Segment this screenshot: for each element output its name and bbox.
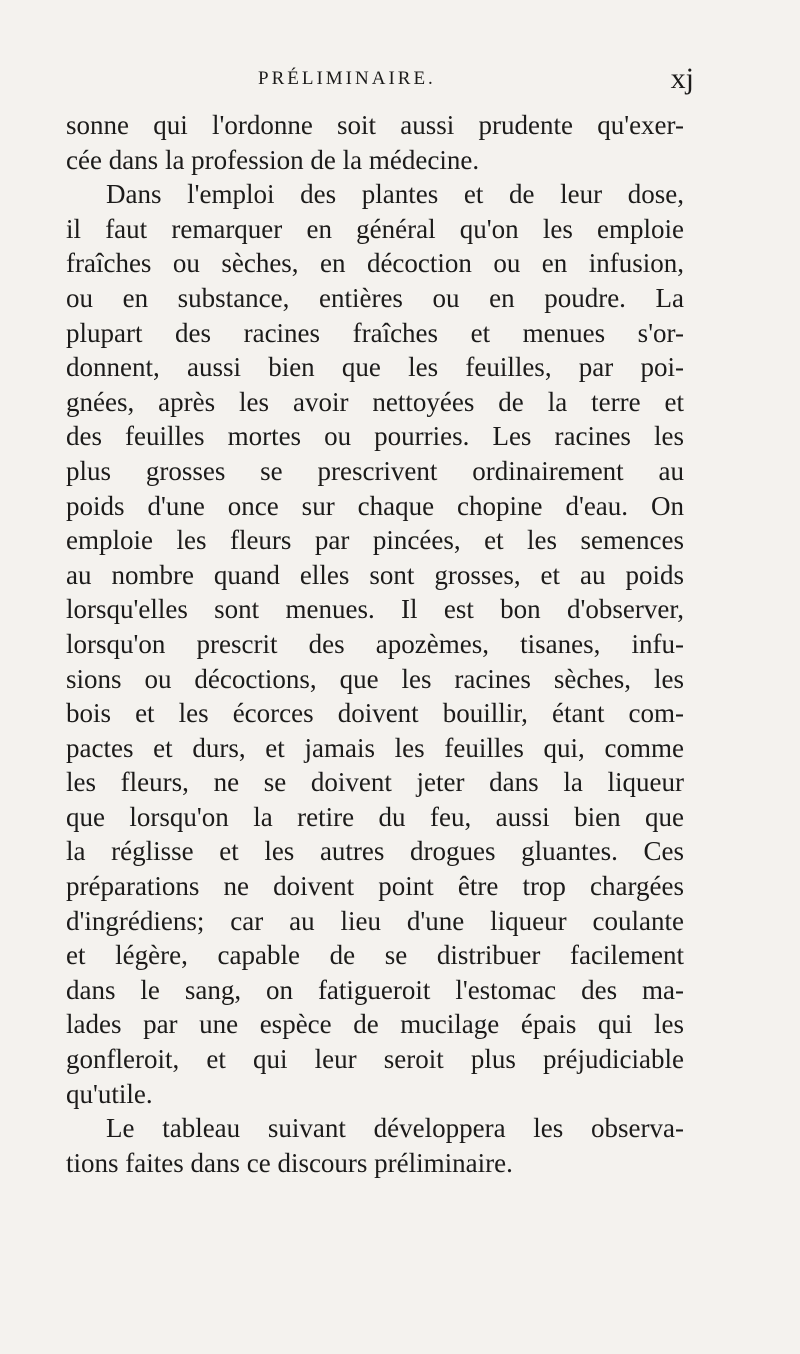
- text-line: lorsqu'on prescrit des apozèmes, tisanes, infu-: [66, 628, 684, 659]
- text-line: lades par une espèce de mucilage épais qui les: [66, 1009, 684, 1040]
- text-line: et légère, capable de se distribuer facilement: [66, 940, 684, 971]
- text-line: préparations ne doivent point être trop chargées: [66, 871, 684, 902]
- text-line: Dans l'emploi des plantes et de leur dose,: [106, 179, 684, 210]
- text-line: au nombre quand elles sont grosses, et au poids: [66, 559, 684, 590]
- text-line: sonne qui l'ordonne soit aussi prudente qu'exer-: [66, 110, 684, 140]
- text-line: plupart des racines fraîches et menues s'or-: [66, 317, 684, 348]
- text-line: des feuilles mortes ou pourries. Les racines les: [66, 421, 684, 452]
- text-line: pactes et durs, et jamais les feuilles qui, comme: [66, 732, 684, 763]
- text-line: tions faites dans ce discours préliminaire.: [66, 1147, 513, 1178]
- text-line: qu'utile.: [66, 1078, 153, 1109]
- text-line: poids d'une once sur chaque chopine d'eau. On: [66, 490, 684, 521]
- text-line: dans le sang, on fatigueroit l'estomac des ma-: [66, 974, 684, 1005]
- text-line: que lorsqu'on la retire du feu, aussi bien que: [66, 801, 684, 832]
- text-line: bois et les écorces doivent bouillir, étant com-: [66, 698, 684, 729]
- text-line: la réglisse et les autres drogues gluantes. Ces: [66, 836, 684, 867]
- body-text: [66, 108, 684, 1180]
- text-line: Le tableau suivant développera les observa-: [106, 1113, 684, 1144]
- page-header: [60, 62, 700, 108]
- text-line: gnées, après les avoir nettoyées de la terre et: [66, 386, 684, 417]
- text-line: emploie les fleurs par pincées, et les semences: [66, 525, 684, 556]
- text-line: les fleurs, ne se doivent jeter dans la liqueur: [66, 767, 684, 798]
- text-line: plus grosses se prescrivent ordinairement au: [66, 455, 684, 486]
- text-line: ou en substance, entières ou en poudre. La: [66, 282, 684, 313]
- text-line: d'ingrédiens; car au lieu d'une liqueur coulante: [66, 905, 684, 936]
- text-line: il faut remarquer en général qu'on les emploie: [66, 213, 684, 244]
- text-line: donnent, aussi bien que les feuilles, par poi-: [66, 352, 684, 383]
- running-title: PRÉLIMINAIRE.: [258, 68, 436, 89]
- text-line: gonfleroit, et qui leur seroit plus préjudiciable: [66, 1044, 684, 1075]
- page-number: xj: [670, 62, 694, 95]
- text-line: lorsqu'elles sont menues. Il est bon d'observer,: [66, 594, 684, 625]
- text-line: cée dans la profession de la médecine.: [66, 144, 480, 175]
- text-line: fraîches ou sèches, en décoction ou en infusion,: [66, 248, 684, 279]
- text-line: sions ou décoctions, que les racines sèches, les: [66, 663, 684, 694]
